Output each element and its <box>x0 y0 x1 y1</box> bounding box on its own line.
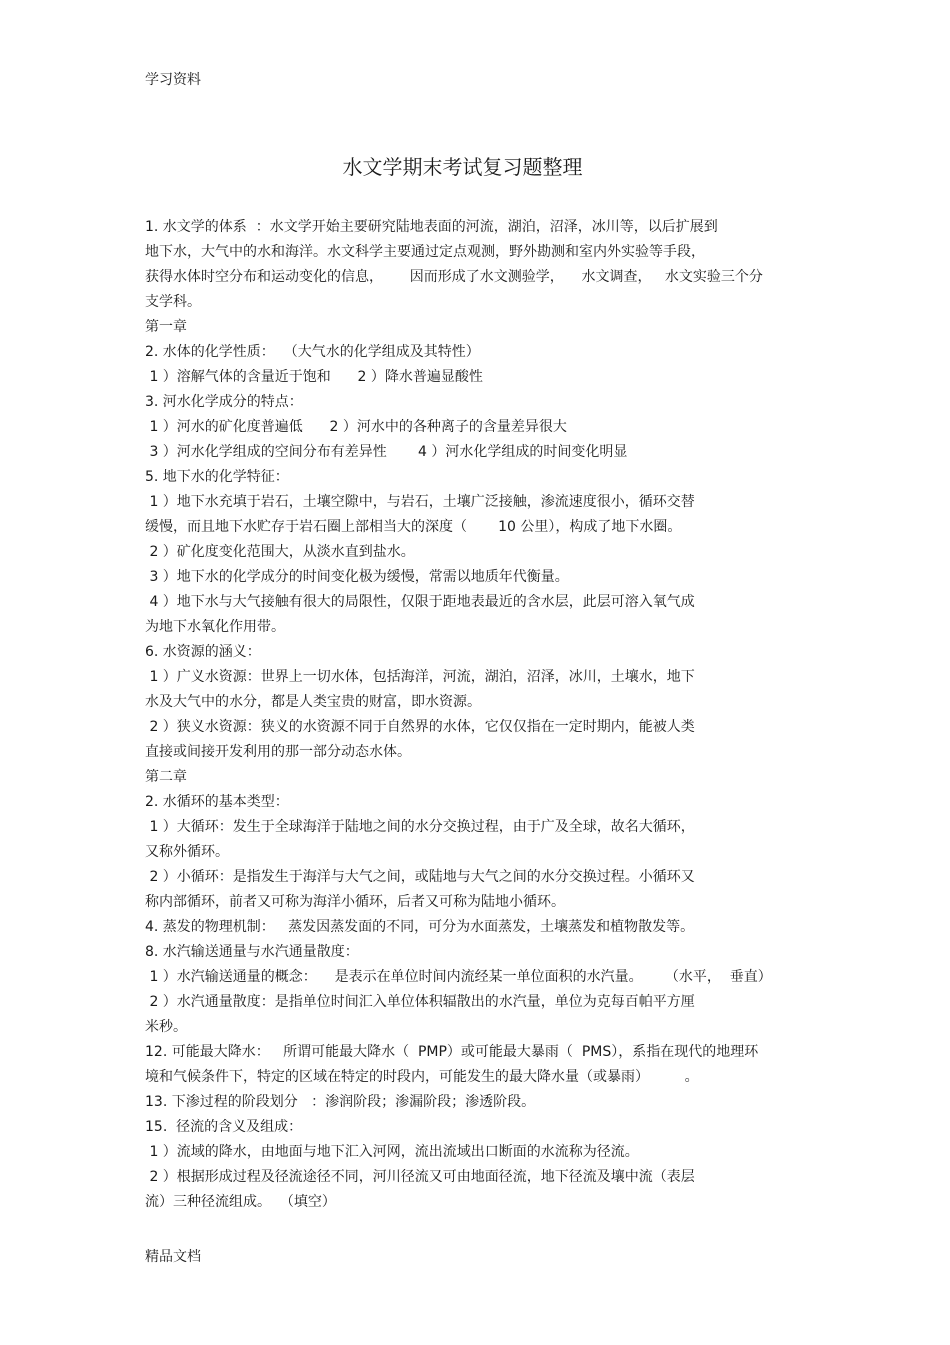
text-line: 1 ）水汽输送通量的概念： 是表示在单位时间内流经某一单位面积的水汽量。 （水平， 垂直） <box>145 969 772 985</box>
page-footer-label: 精品文档 <box>145 1249 201 1265</box>
text-line: 1 ）河水的矿化度普遍低 2 ）河水中的各种离子的含量差异很大 <box>145 419 567 435</box>
page-header-label: 学习资料 <box>145 72 201 88</box>
text-line: 第一章 <box>145 319 187 335</box>
text-line: 1 ）大循环：发生于全球海洋于陆地之间的水分交换过程，由于广及全球，故名大循环， <box>145 819 695 835</box>
text-line: 8. 水汽输送通量与水汽通量散度： <box>145 944 359 960</box>
text-line: 缓慢，而且地下水贮存于岩石圈上部相当大的深度（ 10 公里），构成了地下水圈。 <box>145 519 682 535</box>
text-line: 2. 水体的化学性质： （大气水的化学组成及其特性） <box>145 344 480 360</box>
text-line: 4 ）地下水与大气接触有很大的局限性，仅限于距地表最近的含水层，此层可溶入氧气成 <box>145 594 695 610</box>
text-line: 2. 水循环的基本类型： <box>145 794 289 810</box>
text-line: 15. 径流的含义及组成： <box>145 1119 303 1135</box>
document-body <box>145 215 835 1215</box>
text-line: 13. 下渗过程的阶段划分 ：渗润阶段；渗漏阶段；渗透阶段。 <box>145 1094 536 1110</box>
text-line: 1 ）溶解气体的含量近于饱和 2 ）降水普遍显酸性 <box>145 369 483 385</box>
text-line: 地下水，大气中的水和海洋。水文科学主要通过定点观测，野外勘测和室内外实验等手段， <box>145 244 705 260</box>
text-line: 3 ）地下水的化学成分的时间变化极为缓慢，常需以地质年代衡量。 <box>145 569 569 585</box>
text-line: 水及大气中的水分，都是人类宝贵的财富，即水资源。 <box>145 694 481 710</box>
document-title: 水文学期末考试复习题整理 <box>342 155 583 179</box>
text-line: 6. 水资源的涵义： <box>145 644 261 660</box>
text-line: 2 ）矿化度变化范围大，从淡水直到盐水。 <box>145 544 415 560</box>
text-line: 第二章 <box>145 769 187 785</box>
text-line: 称内部循环，前者又可称为海洋小循环，后者又可称为陆地小循环。 <box>145 894 565 910</box>
text-line: 又称外循环。 <box>145 844 229 860</box>
text-line: 1. 水文学的体系 ：水文学开始主要研究陆地表面的河流，湖泊，沼泽，冰川等，以后扩展到 <box>145 219 718 235</box>
text-line: 2 ）小循环：是指发生于海洋与大气之间，或陆地与大气之间的水分交换过程。小循环又 <box>145 869 695 885</box>
text-line: 2 ）狭义水资源：狭义的水资源不同于自然界的水体，它仅仅指在一定时期内，能被人类 <box>145 719 695 735</box>
text-line: 1 ）地下水充填于岩石，土壤空隙中，与岩石，土壤广泛接触，渗流速度很小，循环交替 <box>145 494 695 510</box>
text-line: 支学科。 <box>145 294 201 310</box>
text-line: 2 ）水汽通量散度：是指单位时间汇入单位体积辐散出的水汽量，单位为克每百帕平方厘 <box>145 994 695 1010</box>
text-line: 2 ）根据形成过程及径流途径不同，河川径流又可由地面径流，地下径流及壤中流（表层 <box>145 1169 695 1185</box>
text-line: 3 ）河水化学组成的空间分布有差异性 4 ）河水化学组成的时间变化明显 <box>145 444 628 460</box>
text-line: 5. 地下水的化学特征： <box>145 469 289 485</box>
text-line: 3. 河水化学成分的特点： <box>145 394 303 410</box>
text-line: 直接或间接开发利用的那一部分动态水体。 <box>145 744 411 760</box>
text-line: 1 ）流域的降水，由地面与地下汇入河网，流出流域出口断面的水流称为径流。 <box>145 1144 639 1160</box>
text-line: 米秒。 <box>145 1019 187 1035</box>
text-line: 获得水体时空分布和运动变化的信息， 因而形成了水文测验学， 水文调查， 水文实验三个分 <box>145 269 763 285</box>
text-line: 4. 蒸发的物理机制： 蒸发因蒸发面的不同，可分为水面蒸发，土壤蒸发和植物散发等。 <box>145 919 695 935</box>
text-line: 流）三种径流组成。 （填空） <box>145 1194 336 1210</box>
text-line: 为地下水氧化作用带。 <box>145 619 285 635</box>
text-line: 境和气候条件下，特定的区域在特定的时段内，可能发生的最大降水量（或暴雨） 。 <box>145 1069 699 1085</box>
text-line: 12. 可能最大降水： 所谓可能最大降水（ PMP）或可能最大暴雨（ PMS），系指在现代的地理环 <box>145 1044 759 1060</box>
text-line: 1 ）广义水资源：世界上一切水体，包括海洋，河流，湖泊，沼泽，冰川，土壤水，地下 <box>145 669 695 685</box>
